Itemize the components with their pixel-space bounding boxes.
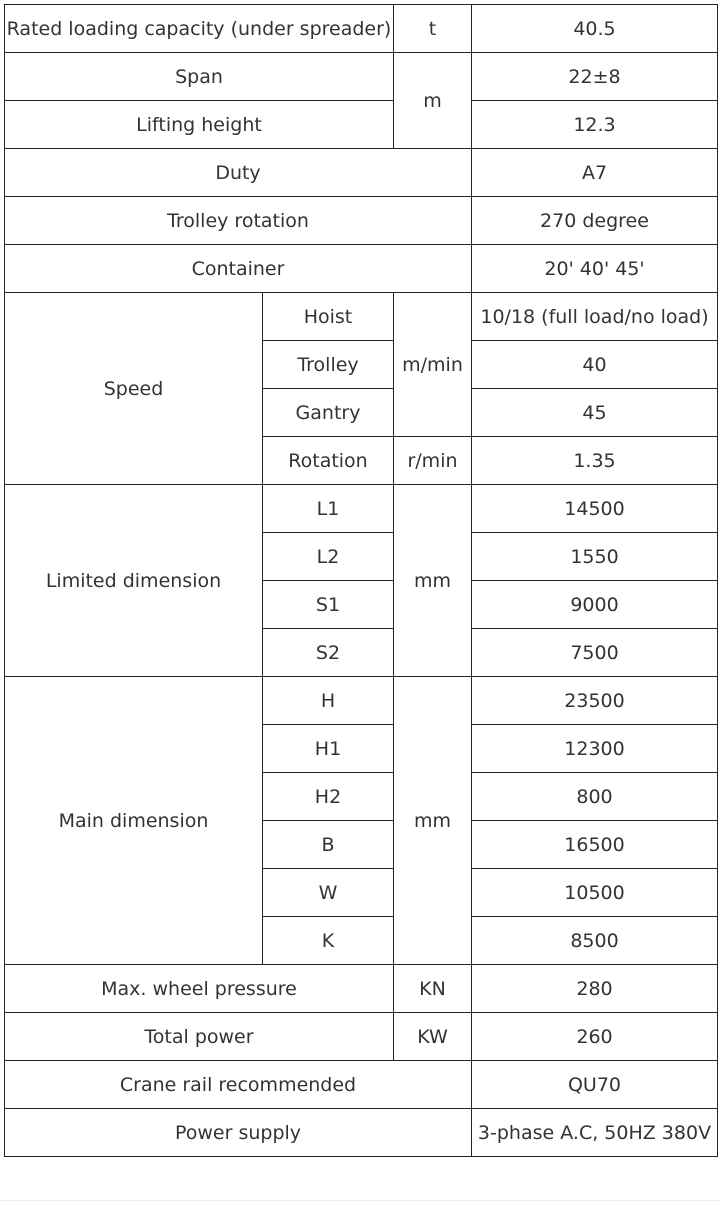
table-row (5, 53, 718, 101)
unit-limited-dimension: mm (394, 485, 472, 677)
sub-l1: L1 (263, 485, 394, 533)
value-span: 22±8 (472, 53, 718, 101)
sub-k: K (263, 917, 394, 965)
table-row (5, 149, 718, 197)
unit-total-power: KW (394, 1013, 472, 1061)
param-lifting-height: Lifting height (5, 101, 394, 149)
value-rated-capacity: 40.5 (472, 5, 718, 53)
value-trolley-rotation: 270 degree (472, 197, 718, 245)
group-limited-dimension: Limited dimension (5, 485, 263, 677)
table-row (5, 293, 718, 341)
value-gantry: 45 (472, 389, 718, 437)
param-total-power: Total power (5, 1013, 394, 1061)
param-span: Span (5, 53, 394, 101)
sub-s1: S1 (263, 581, 394, 629)
table-row (5, 5, 718, 53)
value-trolley: 40 (472, 341, 718, 389)
value-k: 8500 (472, 917, 718, 965)
value-b: 16500 (472, 821, 718, 869)
table-row (5, 101, 718, 149)
unit-wheel-pressure: KN (394, 965, 472, 1013)
table-row (5, 197, 718, 245)
param-rated-capacity: Rated loading capacity (under spreader) (5, 5, 394, 53)
table-row (5, 1061, 718, 1109)
sub-h2: H2 (263, 773, 394, 821)
table-row (5, 677, 718, 725)
unit-main-dimension: mm (394, 677, 472, 965)
sub-trolley: Trolley (263, 341, 394, 389)
value-duty: A7 (472, 149, 718, 197)
table-row (5, 485, 718, 533)
sub-gantry: Gantry (263, 389, 394, 437)
sub-hoist: Hoist (263, 293, 394, 341)
value-w: 10500 (472, 869, 718, 917)
spec-table (4, 4, 718, 1157)
table-row (5, 1013, 718, 1061)
value-total-power: 260 (472, 1013, 718, 1061)
group-main-dimension: Main dimension (5, 677, 263, 965)
sub-h: H (263, 677, 394, 725)
sub-s2: S2 (263, 629, 394, 677)
value-l2: 1550 (472, 533, 718, 581)
table-row (5, 1109, 718, 1157)
bottom-divider (0, 1200, 720, 1201)
table-row (5, 965, 718, 1013)
param-trolley-rotation: Trolley rotation (5, 197, 472, 245)
value-container: 20' 40' 45' (472, 245, 718, 293)
param-crane-rail: Crane rail recommended (5, 1061, 472, 1109)
table-row (5, 245, 718, 293)
unit-speed: m/min (394, 293, 472, 437)
sub-l2: L2 (263, 533, 394, 581)
sub-h1: H1 (263, 725, 394, 773)
value-hoist: 10/18 (full load/no load) (472, 293, 718, 341)
value-lifting-height: 12.3 (472, 101, 718, 149)
sub-rotation: Rotation (263, 437, 394, 485)
unit-rotation: r/min (394, 437, 472, 485)
value-crane-rail: QU70 (472, 1061, 718, 1109)
value-s1: 9000 (472, 581, 718, 629)
value-power-supply: 3-phase A.C, 50HZ 380V (472, 1109, 718, 1157)
group-speed: Speed (5, 293, 263, 485)
value-h2: 800 (472, 773, 718, 821)
value-rotation: 1.35 (472, 437, 718, 485)
sub-b: B (263, 821, 394, 869)
value-s2: 7500 (472, 629, 718, 677)
value-h1: 12300 (472, 725, 718, 773)
unit-span-lifting: m (394, 53, 472, 149)
unit-rated-capacity: t (394, 5, 472, 53)
sub-w: W (263, 869, 394, 917)
value-wheel-pressure: 280 (472, 965, 718, 1013)
value-h: 23500 (472, 677, 718, 725)
param-duty: Duty (5, 149, 472, 197)
value-l1: 14500 (472, 485, 718, 533)
param-container: Container (5, 245, 472, 293)
param-power-supply: Power supply (5, 1109, 472, 1157)
param-wheel-pressure: Max. wheel pressure (5, 965, 394, 1013)
